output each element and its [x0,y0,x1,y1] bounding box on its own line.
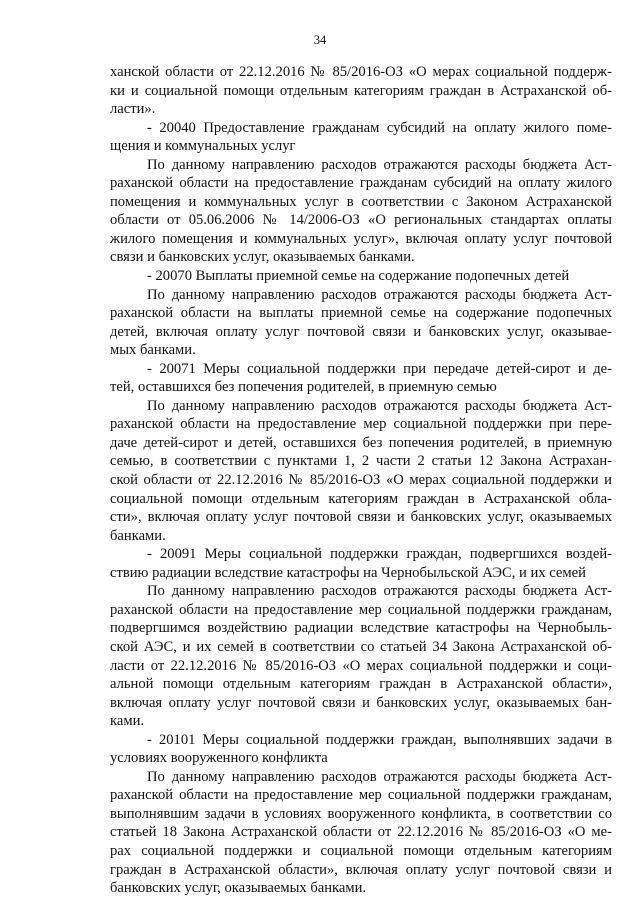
text-line: По данному направлению расходов отражаются расходы бюджета Аст- [147,397,612,414]
text-line: ханской области от 22.12.2016 № 85/2016-ОЗ «О мерах социальной поддерж- [110,64,612,80]
text-line: даче детей-сирот и детей, оставшихся без попечения родителей, в приемную [110,434,612,451]
text-line: жилого помещения и коммунальных услуг», включая оплату услуг почтовой [110,230,612,247]
text-line: раханской области на предоставление гражданам субсидий на оплату жилого [110,175,612,192]
text-line: - 20071 Меры социальной поддержки при передаче детей-сирот и де- [147,360,612,377]
text-line: рах социальной поддержки и социальной помощи отдельным категориям [110,842,612,859]
text-line: ласти». [110,101,156,118]
text-line: банковских услуг, оказываемых банками. [110,880,367,897]
text-line: условиях вооруженного конфликта [110,750,328,767]
text-line: раханской области на предоставление мер социальной поддержки гражданам, [110,787,612,804]
text-line: ласти от 22.12.2016 № 85/2016-ОЗ «О мерах социальной поддержки и соци- [110,657,612,674]
text-line: семью, в соответствии с пунктами 1, 2 части 2 статьи 12 Закона Астрахан- [110,453,612,470]
text-line: По данному направлению расходов отражаются расходы бюджета Аст- [147,583,612,600]
text-line: - 20070 Выплаты приемной семье на содержание подопечных детей [147,268,570,285]
text-line: ствию радиации вследствие катастрофы на Чернобыльской АЭС, и их семей [110,564,586,581]
text-line: выполнявшим задачи в условиях вооруженного конфликта, в соответствии со [110,805,612,822]
text-line: тей, оставшихся без попечения родителей, в приемную семью [110,379,497,396]
text-line: сти», включая оплату услуг почтовой связи и банковских услуг, оказываемых [110,509,612,526]
text-line: раханской области на предоставление мер социальной поддержки при пере- [110,416,612,433]
text-line: По данному направлению расходов отражаются расходы бюджета Аст- [147,768,612,785]
text-line: включая оплату услуг почтовой связи и банковских услуг, оказываемых бан- [110,694,612,711]
text-line: подвергшимся воздействию радиации вследствие катастрофы на Чернобыль- [110,620,612,637]
text-line: По данному направлению расходов отражаются расходы бюджета Аст- [147,286,612,303]
text-line: помещения и коммунальных услуг в соответствии с Законом Астраханской [110,193,612,210]
text-line: - 20040 Предоставление гражданам субсидий на оплату жилого поме- [147,119,612,136]
page-number: 34 [313,33,327,47]
text-line: - 20101 Меры социальной поддержки граждан, выполнявших задачи в [147,731,612,748]
text-line: По данному направлению расходов отражаются расходы бюджета Аст- [147,156,612,173]
text-line: ской АЭС, и их семей в соответствии со статьей 34 Закона Астраханской об- [110,638,612,655]
text-line: альной помощи отдельным категориям граждан в Астраханской области», [110,676,612,693]
text-line: - 20091 Меры социальной поддержки граждан, подвергшихся воздей- [147,546,612,563]
text-line: граждан в Астраханской области», включая оплату услуг почтовой связи и [110,861,612,878]
text-line: раханской области на предоставление мер социальной поддержки гражданам, [110,601,612,618]
body-text [110,63,612,898]
text-line: детей, включая оплату услуг почтовой связи и банковских услуг, оказывае- [110,323,612,340]
text-line: банками. [110,527,166,544]
text-line: социальной помощи отдельным категориям граждан в Астраханской обла- [110,490,612,507]
text-line: области от 05.06.2006 № 14/2006-ОЗ «О региональных стандартах оплаты [110,212,612,229]
text-line: раханской области на выплаты приемной семье на содержание подопечных [110,305,612,322]
text-line: мых банками. [110,342,196,359]
text-line: ской области от 22.12.2016 № 85/2016-ОЗ «О мерах социальной поддержки и [110,472,612,489]
text-line: ки и социальной помощи отдельным категориям граждан в Астраханской об- [110,82,612,99]
text-line: связи и банковских услуг, оказываемых банками. [110,249,415,266]
text-line: статьей 18 Закона Астраханской области от 22.12.2016 № 85/2016-ОЗ «О ме- [110,824,612,841]
text-line: ками. [110,713,145,730]
text-line: щения и коммунальных услуг [110,138,296,155]
